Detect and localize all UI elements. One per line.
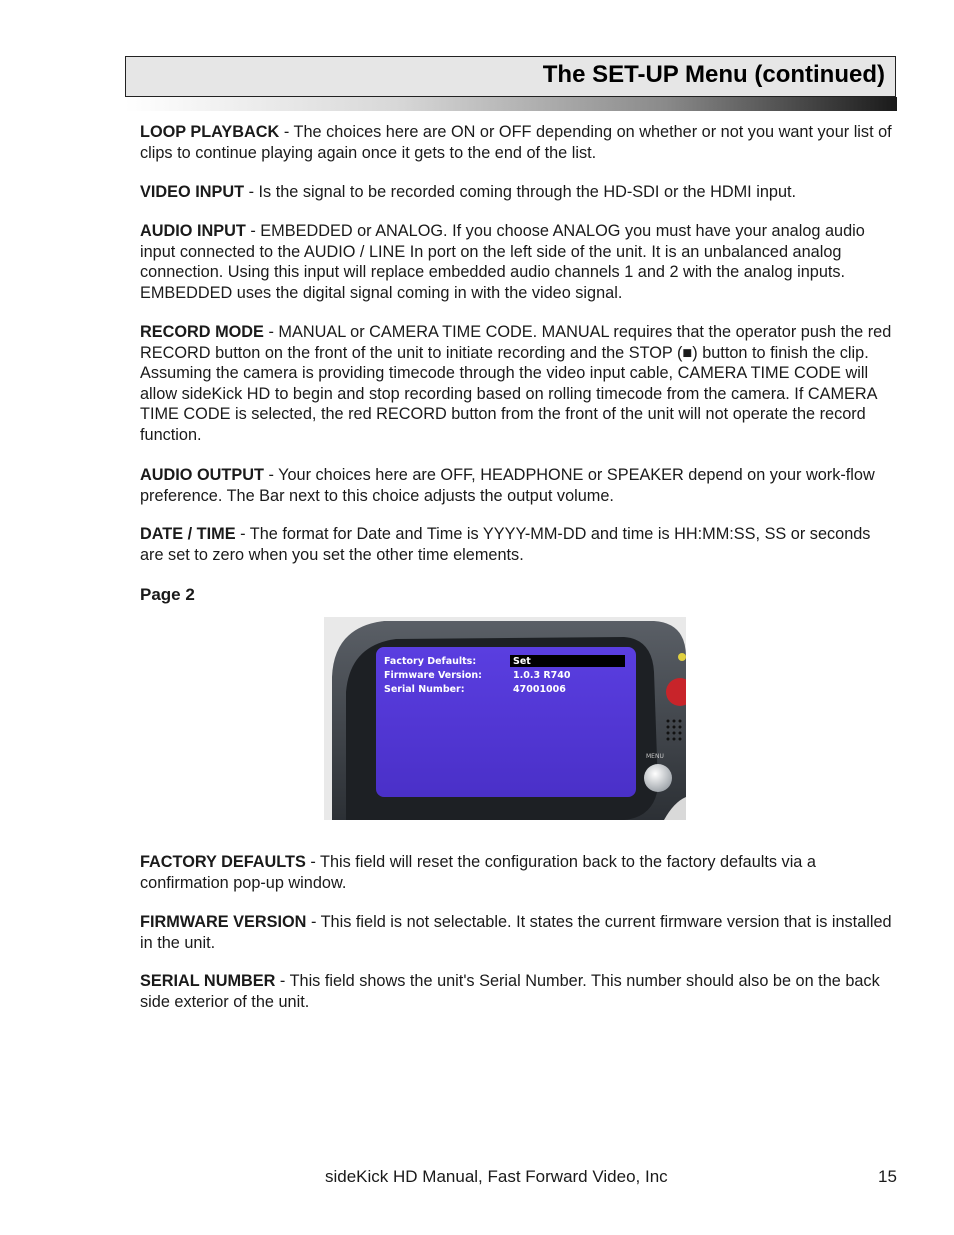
section-text: - This field will reset the configuration back to the factory defaults via a confirmation pop-up window. — [140, 853, 816, 892]
section-header — [125, 56, 896, 97]
header-gradient-bar — [125, 97, 897, 111]
audio-input-paragraph — [140, 221, 898, 303]
page-2-heading: Page 2 — [140, 585, 195, 604]
page-number: 15 — [878, 1167, 897, 1186]
section-text: - Is the signal to be recorded coming through the HD-SDI or the HDMI input. — [244, 183, 797, 201]
screen-label-serial-number: Serial Number: — [384, 684, 465, 695]
page-title: The SET-UP Menu (continued) — [542, 61, 885, 88]
firmware-version-paragraph — [140, 912, 898, 953]
serial-number-paragraph — [140, 971, 898, 1012]
screen-value-firmware-version: 1.0.3 R740 — [513, 670, 571, 681]
factory-defaults-paragraph — [140, 852, 898, 893]
loop-playback-paragraph — [140, 122, 898, 163]
screen-value-factory-defaults: Set — [513, 656, 531, 667]
section-text: - EMBEDDED or ANALOG. If you choose ANALOG you must have your analog audio input connected to the AUDIO / LINE In port on the left side of the unit. It is an unbalanced analog connection. Using this input will replace embedded audio channels 1 and 2 with the analog inputs. EMBEDDED uses the digital signal coming in with the video signal. — [140, 222, 865, 302]
section-term: DATE / TIME — [140, 525, 236, 543]
date-time-paragraph — [140, 524, 898, 565]
section-text: - This field is not selectable. It states the current firmware version that is installed in the unit. — [140, 913, 892, 952]
section-term: LOOP PLAYBACK — [140, 123, 280, 141]
record-mode-paragraph — [140, 322, 898, 446]
screen-label-firmware-version: Firmware Version: — [384, 670, 482, 681]
section-term: AUDIO INPUT — [140, 222, 246, 240]
screen-label-factory-defaults: Factory Defaults: — [384, 656, 477, 667]
section-text: - MANUAL or CAMERA TIME CODE. MANUAL requires that the operator push the red RECORD button on the front of the unit to initiate recording and the STOP (■) button to finish the clip. Assuming the camera is providing timecode through the video input cable, CAMERA TIME CODE will allow sideKick HD to begin and stop recording based on rolling timecode from the camera. If CAMERA TIME CODE is selected, the red RECORD button from the front of the unit will not operate the record function. — [140, 323, 892, 444]
screen-value-serial-number: 47001006 — [513, 684, 566, 695]
section-term: FACTORY DEFAULTS — [140, 853, 306, 871]
section-term: VIDEO INPUT — [140, 183, 245, 201]
section-text: - Your choices here are OFF, HEADPHONE or SPEAKER depend on your work-flow preference. The Bar next to this choice adjusts the output volume. — [140, 466, 875, 505]
section-term: RECORD MODE — [140, 323, 264, 341]
device-screen-photo — [324, 617, 686, 820]
menu-label: MENU — [646, 753, 664, 760]
menu-button[interactable] — [644, 764, 672, 792]
section-term: SERIAL NUMBER — [140, 972, 276, 990]
status-led-icon — [678, 653, 686, 661]
video-input-paragraph — [140, 182, 898, 203]
section-text: - The format for Date and Time is YYYY-MM-DD and time is HH:MM:SS, SS or seconds are set to zero when you set the other time elements. — [140, 525, 871, 564]
section-term: AUDIO OUTPUT — [140, 466, 264, 484]
audio-output-paragraph — [140, 465, 898, 506]
section-text: - This field shows the unit's Serial Number. This number should also be on the back side exterior of the unit. — [140, 972, 880, 1011]
footer-title: sideKick HD Manual, Fast Forward Video, Inc — [325, 1167, 668, 1186]
section-text: - The choices here are ON or OFF depending on whether or not you want your list of clips to continue playing again once it gets to the end of the list. — [140, 123, 892, 162]
section-term: FIRMWARE VERSION — [140, 913, 307, 931]
